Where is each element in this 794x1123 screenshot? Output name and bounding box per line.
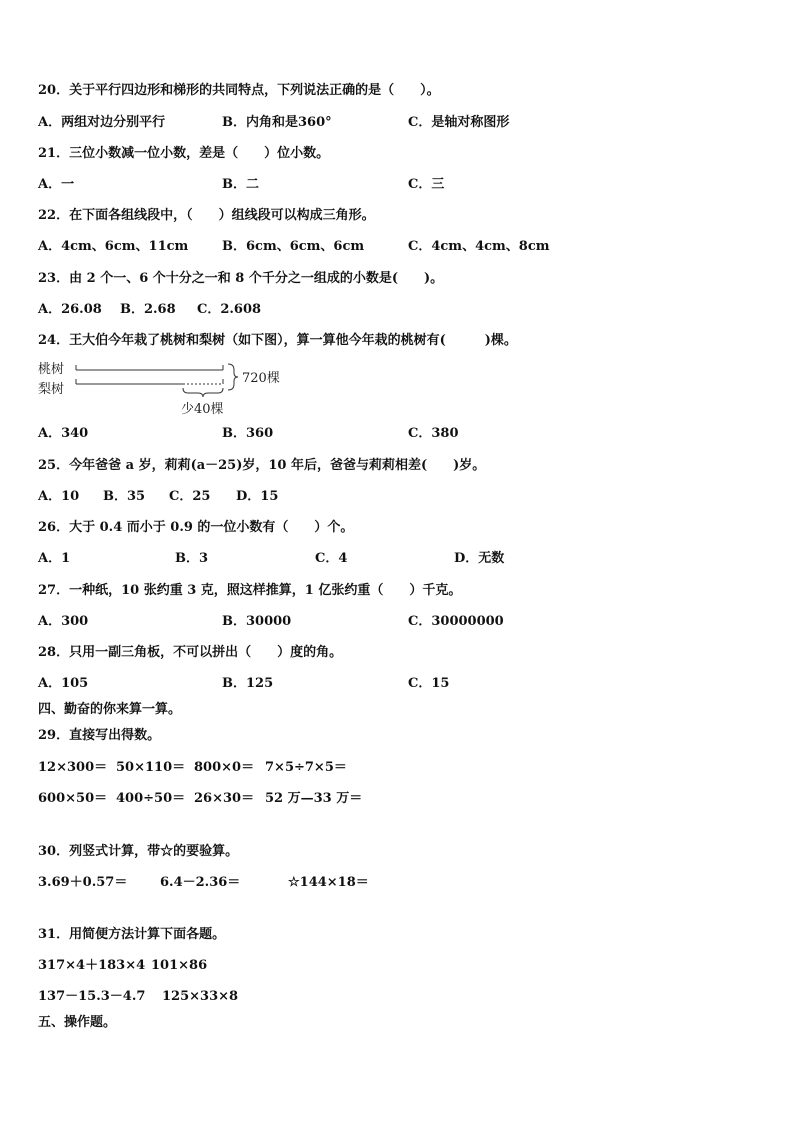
calc-item: 800×0＝ [194,760,255,775]
question-21-stem: 21．三位小数减一位小数，差是（ ）位小数。 [38,146,330,161]
simplify-calc-item: 101×86 [151,958,208,973]
question-22-option-c: C．4cm、4cm、8cm [408,239,550,254]
question-26-option-b: B．3 [175,551,209,566]
question-24-option-a: A．340 [38,426,89,441]
pear-tree-label: 梨树 [38,382,65,397]
calc-item: 600×50＝ [38,791,108,806]
question-20-option-a: A．两组对边分别平行 [38,115,166,130]
question-20-option-c: C．是轴对称图形 [408,115,510,130]
question-23-stem: 23．由 2 个一、6 个十分之一和 8 个千分之一组成的小数是( )。 [38,271,444,286]
calc-item: 12×300＝ [38,760,108,775]
question-24-option-c: C．380 [408,426,459,441]
question-31-stem: 31．用简便方法计算下面各题。 [38,927,226,942]
question-25-option-c: C．25 [169,489,211,504]
question-23-option-c: C．2.608 [197,302,262,317]
question-24-option-b: B．360 [222,426,274,441]
question-30-stem: 30．列竖式计算，带☆的要验算。 [38,844,239,859]
question-28-option-b: B．125 [222,676,274,691]
question-25-option-d: D．15 [236,489,279,504]
question-26-option-d: D．无数 [454,551,505,566]
question-23-option-a: A．26.08 [38,302,102,317]
vertical-calc-item: ☆144×18＝ [288,875,369,890]
calc-item: 26×30＝ [194,791,255,806]
question-26-option-c: C．4 [315,551,348,566]
question-29-stem: 29．直接写出得数。 [38,728,161,743]
question-28-stem: 28．只用一副三角板，不可以拼出（ ）度的角。 [38,645,343,660]
question-22-stem: 22．在下面各组线段中，（ ）组线段可以构成三角形。 [38,208,375,223]
question-20-stem: 20．关于平行四边形和梯形的共同特点，下列说法正确的是（ ）。 [38,83,440,98]
total-brace [228,364,238,390]
section-4-title: 四、勤奋的你来算一算。 [38,702,182,717]
question-25-stem: 25．今年爸爸 a 岁，莉莉(a－25)岁，10 年后，爸爸与莉莉相差( )岁。 [38,458,486,473]
question-20-option-b: B．内角和是360° [222,115,332,130]
question-25-option-b: B．35 [103,489,146,504]
vertical-calc-item: 6.4－2.36＝ [160,875,241,890]
line-segment-diagram [38,360,298,418]
question-24-stem: 24．王大伯今年栽了桃树和梨树（如下图），算一算他今年栽的桃树有( )棵。 [38,333,517,348]
question-25-option-a: A．10 [38,489,80,504]
question-27-option-c: C．30000000 [408,614,504,629]
question-27-option-b: B．30000 [222,614,292,629]
simplify-calc-item: 317×4＋183×4 [38,958,146,973]
question-27-stem: 27．一种纸，10 张约重 3 克，照这样推算，1 亿张约重（ ）千克。 [38,583,462,598]
calc-item: 50×110＝ [116,760,186,775]
difference-label: 少40棵 [181,402,224,417]
calc-item: 7×5÷7×5＝ [265,760,347,775]
peach-tree-label: 桃树 [38,362,65,377]
calc-item: 52 万—33 万＝ [265,791,363,806]
question-21-option-a: A．一 [38,177,75,192]
question-27-option-a: A．300 [38,614,89,629]
question-21-option-b: B．二 [222,177,259,192]
question-22-option-b: B．6cm、6cm、6cm [222,239,365,254]
question-21-option-c: C．三 [408,177,445,192]
simplify-calc-item: 125×33×8 [162,989,239,1004]
question-22-option-a: A．4cm、6cm、11cm [38,239,189,254]
calc-item: 400÷50＝ [116,791,186,806]
difference-brace [183,388,223,397]
question-26-stem: 26．大于 0.4 而小于 0.9 的一位小数有（ ）个。 [38,520,354,535]
section-5-title: 五、操作题。 [38,1015,117,1030]
question-23-option-b: B．2.68 [120,302,176,317]
vertical-calc-item: 3.69＋0.57＝ [38,875,128,890]
simplify-calc-item: 137－15.3－4.7 [38,989,146,1004]
question-26-option-a: A．1 [38,551,71,566]
total-label: 720棵 [242,371,280,386]
question-28-option-a: A．105 [38,676,89,691]
question-28-option-c: C．15 [408,676,450,691]
